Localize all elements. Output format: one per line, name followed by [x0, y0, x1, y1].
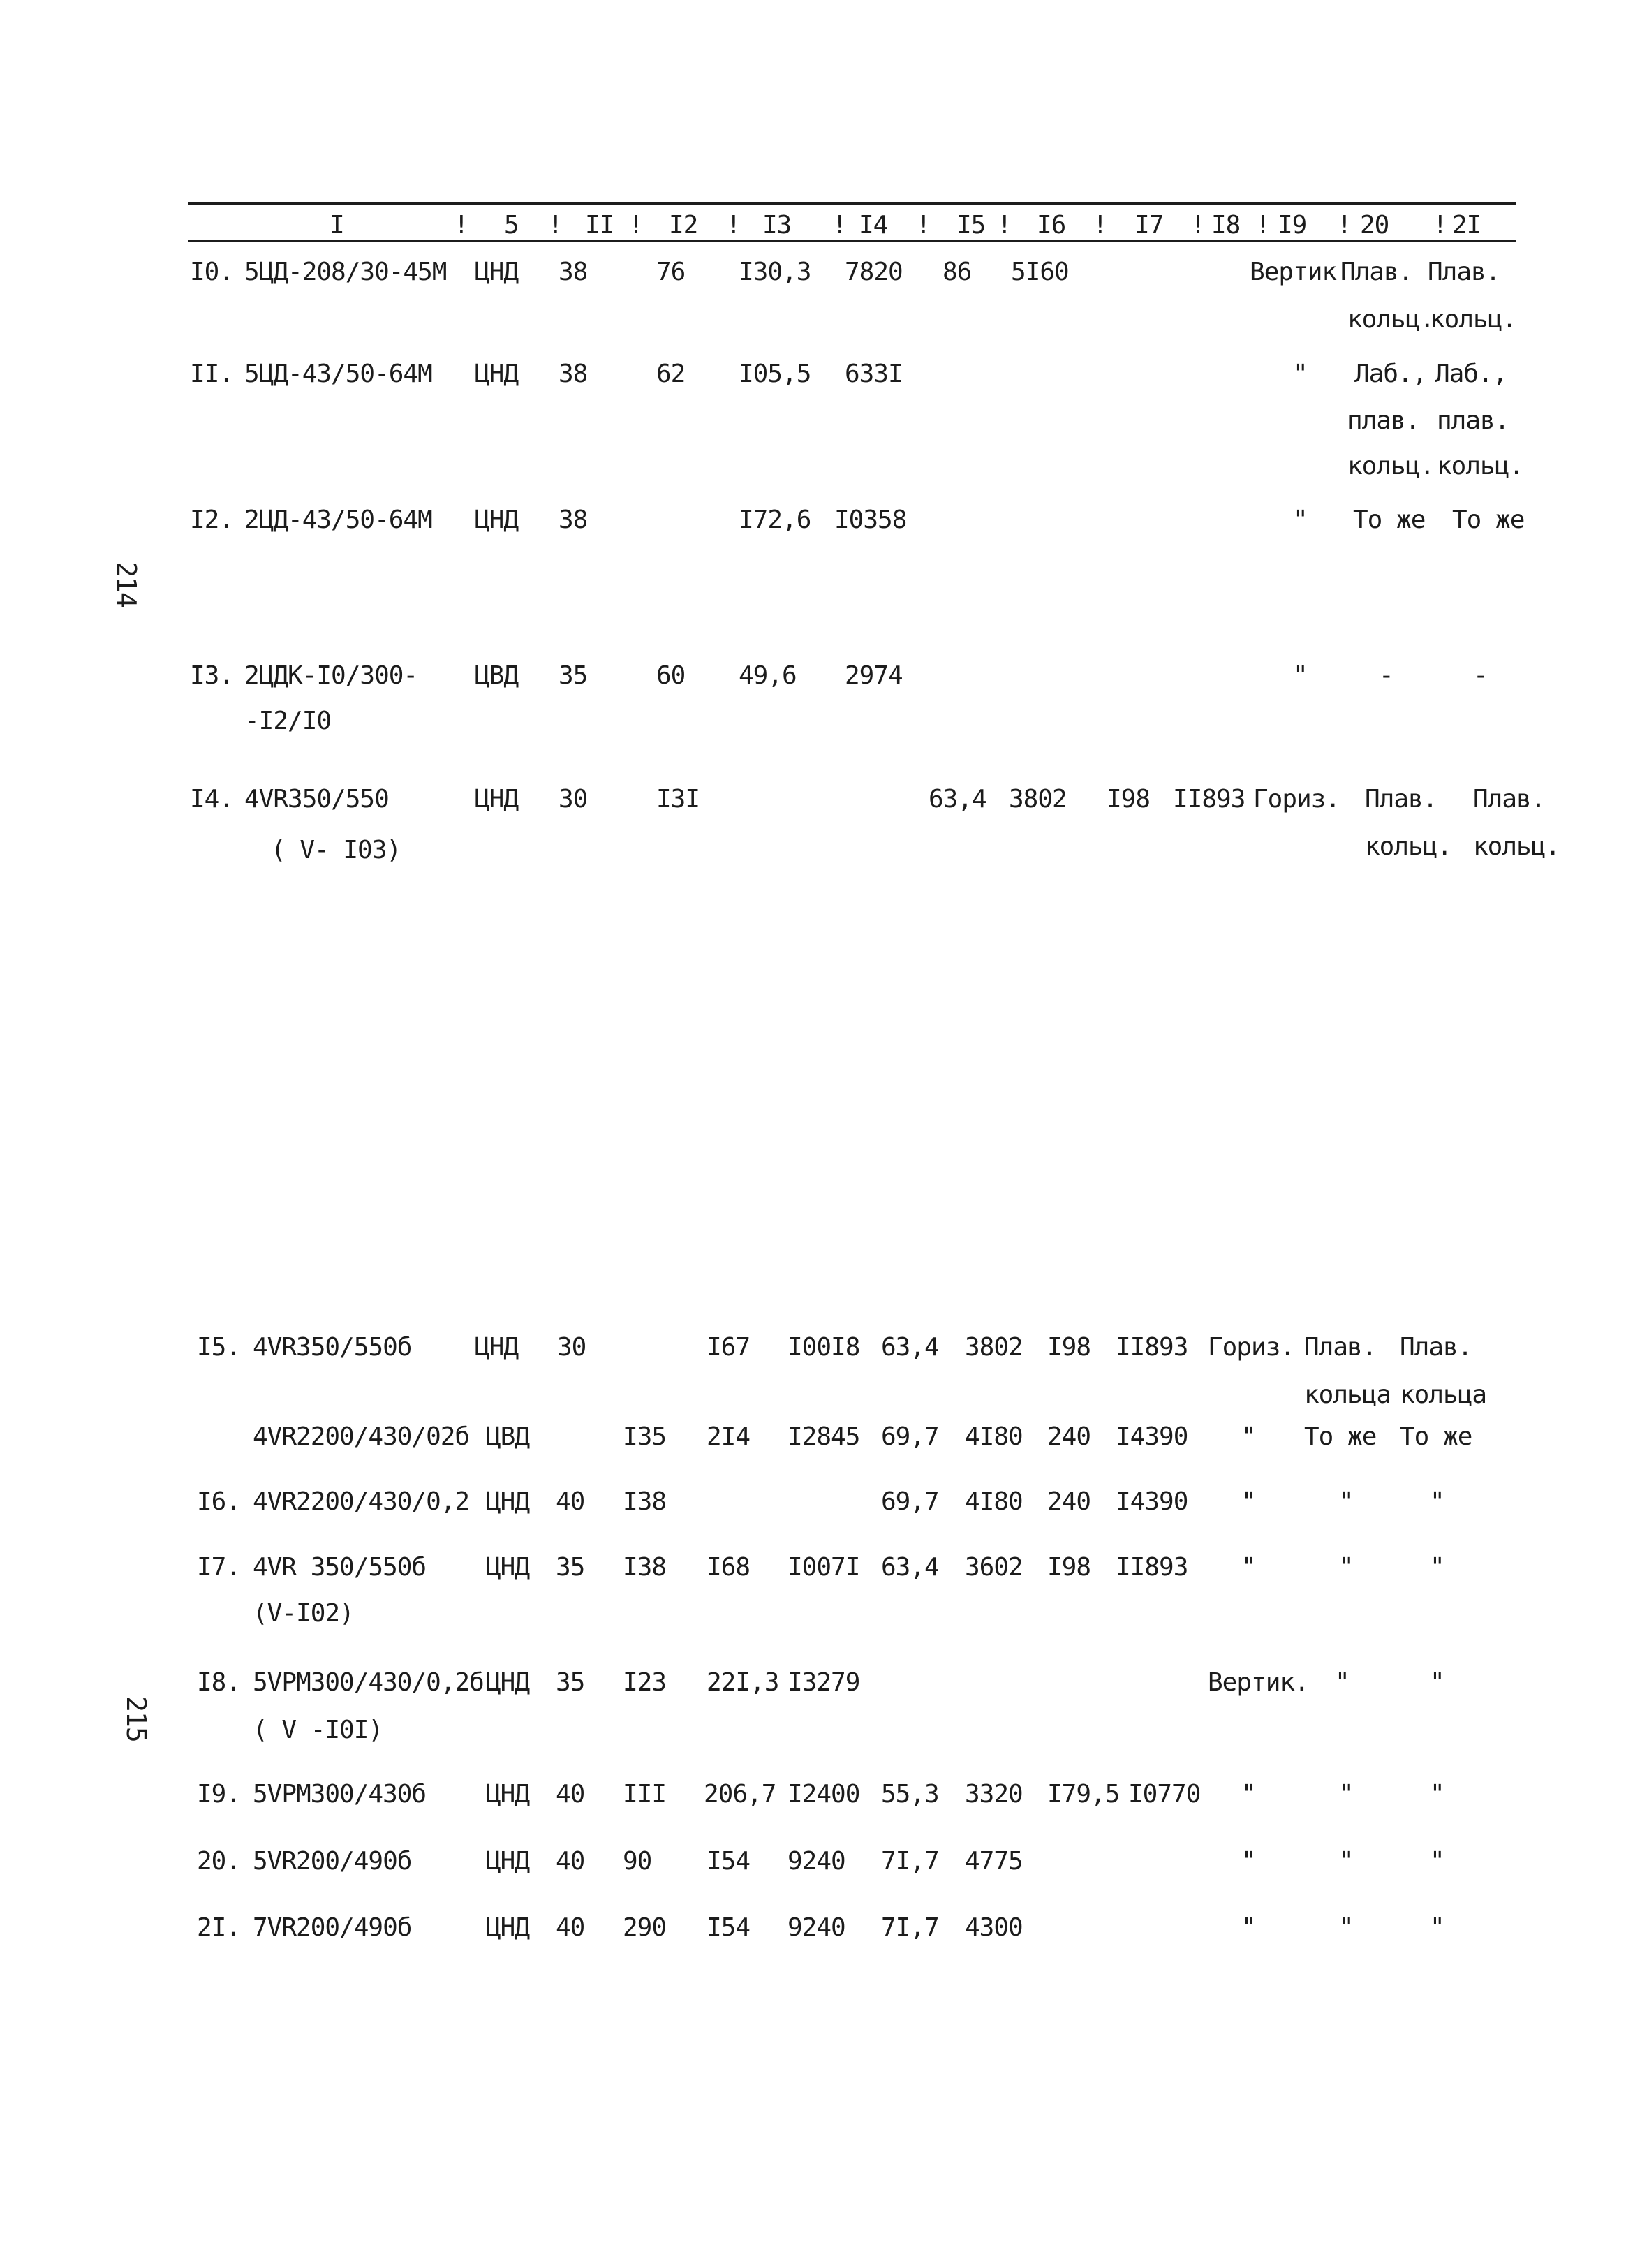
turbine-name: 5VPM300/430б: [253, 1780, 427, 1809]
cell-col-20: ": [1339, 1913, 1354, 1942]
cell-col-19: ": [1293, 661, 1308, 690]
cell-col-20: ": [1339, 1847, 1354, 1876]
turbine-name-line2: ( V -I0I): [253, 1716, 383, 1744]
cell-col-12: 290: [623, 1913, 667, 1942]
cell-col-21: Плав.: [1473, 785, 1546, 813]
cylinder-type: ЦНД: [486, 1913, 530, 1942]
header-col-20: 20: [1360, 211, 1389, 240]
cell-col-11: 40: [556, 1913, 585, 1942]
cell-col-20: ": [1339, 1487, 1354, 1516]
cell-col-18: I4390: [1116, 1422, 1188, 1451]
cell-col-13: I68: [707, 1553, 750, 1582]
row-number: I2.: [190, 506, 234, 534]
cell-col-16: 3602: [965, 1553, 1023, 1582]
turbine-name: 5VPM300/430/0,2б: [253, 1668, 484, 1697]
cell-col-20-line3: кольц.: [1347, 452, 1435, 480]
cell-col-12: 62: [656, 360, 686, 388]
cell-col-16: 3802: [965, 1333, 1023, 1362]
cell-col-20-line2: кольц.: [1365, 832, 1452, 861]
cell-col-14: I2845: [787, 1422, 860, 1451]
header-col-14: I4: [859, 211, 888, 240]
cell-col-21-line3: кольц.: [1437, 452, 1524, 480]
turbine-name: 4VR 350/550б: [253, 1553, 427, 1582]
cell-col-19: ": [1241, 1780, 1256, 1809]
cylinder-type: ЦНД: [486, 1780, 530, 1809]
row-number: I0.: [190, 258, 234, 286]
cell-col-20: То же: [1353, 506, 1426, 534]
cylinder-type: ЦНД: [486, 1487, 530, 1516]
cell-col-20: Плав.: [1340, 258, 1413, 286]
row-number: 2I.: [197, 1913, 241, 1942]
cell-col-13: I30,3: [739, 258, 811, 286]
turbine-name-line2: ( V- I03): [271, 836, 401, 864]
header-col-11: II: [585, 211, 614, 240]
cell-col-21: ": [1430, 1668, 1444, 1697]
header-separator: !: [1433, 211, 1447, 240]
cell-col-11: 40: [556, 1847, 585, 1876]
cell-col-15: 86: [942, 258, 972, 286]
header-separator: !: [1093, 211, 1107, 240]
cell-col-21: Плав.: [1400, 1333, 1472, 1362]
cell-col-21: То же: [1400, 1422, 1472, 1451]
cell-col-12: I38: [623, 1553, 667, 1582]
cell-col-15: 63,4: [929, 785, 986, 813]
page-number-214: 214: [110, 561, 142, 608]
header-separator: !: [548, 211, 563, 240]
cell-col-17: I79,5: [1047, 1780, 1120, 1809]
row-number: I9.: [197, 1780, 241, 1809]
cell-col-21-line2: плав.: [1437, 406, 1509, 435]
cell-col-15: 63,4: [881, 1553, 939, 1582]
cell-col-12: 76: [656, 258, 686, 286]
cell-col-15: 69,7: [881, 1487, 939, 1516]
cell-col-13: 2I4: [707, 1422, 750, 1451]
cell-col-16: 4300: [965, 1913, 1023, 1942]
cell-col-17: I98: [1047, 1333, 1091, 1362]
cell-col-18: II893: [1173, 785, 1245, 813]
cell-col-20: ": [1335, 1668, 1349, 1697]
cell-col-20: Плав.: [1304, 1333, 1377, 1362]
cell-col-13: I67: [707, 1333, 750, 1362]
header-separator: !: [628, 211, 643, 240]
header-col-1: I: [330, 211, 344, 240]
cylinder-type: ЦНД: [486, 1553, 530, 1582]
page-number-215: 215: [120, 1696, 151, 1742]
cell-col-20-line2: кольца: [1304, 1380, 1391, 1409]
cell-col-19: ": [1293, 360, 1308, 388]
turbine-name: 4VR350/550б: [253, 1333, 412, 1362]
header-col-12: I2: [669, 211, 698, 240]
row-number: I4.: [190, 785, 234, 813]
cell-col-13: 49,6: [739, 661, 797, 690]
cell-col-21: ": [1430, 1913, 1444, 1942]
header-col-17: I7: [1134, 211, 1164, 240]
turbine-name: 7VR200/490б: [253, 1913, 412, 1942]
turbine-name-line2: (V-I02): [253, 1599, 354, 1628]
cell-col-19: ": [1241, 1847, 1256, 1876]
cell-col-11: 38: [559, 360, 588, 388]
cell-col-11: 30: [559, 785, 588, 813]
cell-col-21: -: [1473, 661, 1488, 690]
cell-col-13: 22I,3: [707, 1668, 779, 1697]
cell-col-16: 4I80: [965, 1487, 1023, 1516]
turbine-name: 5ЦД-43/50-64М: [244, 360, 432, 388]
cell-col-21: То же: [1452, 506, 1525, 534]
cell-col-19: Вертик.: [1250, 258, 1351, 286]
cell-col-18: I0770: [1128, 1780, 1201, 1809]
cell-col-12: 60: [656, 661, 686, 690]
header-separator: !: [1255, 211, 1270, 240]
cell-col-20-line2: кольц.: [1347, 305, 1435, 334]
cell-col-17: I98: [1107, 785, 1151, 813]
cell-col-21-line2: кольца: [1400, 1380, 1487, 1409]
cell-col-20: Плав.: [1365, 785, 1437, 813]
cell-col-11: 38: [559, 506, 588, 534]
cell-col-11: 35: [556, 1553, 585, 1582]
cell-col-11: 35: [556, 1668, 585, 1697]
row-number: I6.: [197, 1487, 241, 1516]
cell-col-11: 30: [557, 1333, 586, 1362]
cell-col-16: 4I80: [965, 1422, 1023, 1451]
cell-col-11: 40: [556, 1780, 585, 1809]
row-number: I7.: [197, 1553, 241, 1582]
cell-col-19: Гориз.: [1208, 1333, 1295, 1362]
cell-col-17: 240: [1047, 1422, 1091, 1451]
header-col-16: I6: [1037, 211, 1066, 240]
cell-col-20: ": [1339, 1780, 1354, 1809]
row-number: II.: [190, 360, 234, 388]
header-col-5: 5: [504, 211, 519, 240]
cell-col-12: I3I: [656, 785, 700, 813]
row-number: I5.: [197, 1333, 241, 1362]
row-number: 20.: [197, 1847, 241, 1876]
turbine-name: 4VR350/550: [244, 785, 389, 813]
cell-col-15: 69,7: [881, 1422, 939, 1451]
cell-col-21: ": [1430, 1780, 1444, 1809]
cell-col-11: 35: [559, 661, 588, 690]
header-col-19: I9: [1278, 211, 1307, 240]
cell-col-21: ": [1430, 1487, 1444, 1516]
header-separator: !: [1337, 211, 1352, 240]
cell-col-20: ": [1339, 1553, 1354, 1582]
cell-col-16: 3320: [965, 1780, 1023, 1809]
cell-col-20-line2: плав.: [1347, 406, 1420, 435]
header-separator: !: [454, 211, 468, 240]
cell-col-12: 90: [623, 1847, 652, 1876]
cell-col-14: 633I: [845, 360, 903, 388]
header-col-21: 2I: [1452, 211, 1481, 240]
cell-col-19: ": [1241, 1913, 1256, 1942]
cell-col-20: -: [1379, 661, 1393, 690]
header-separator: !: [726, 211, 741, 240]
turbine-name-line2: -I2/I0: [244, 707, 332, 735]
cell-col-12: I23: [623, 1668, 667, 1697]
turbine-name: 5VR200/490б: [253, 1847, 412, 1876]
cell-col-14: 9240: [787, 1847, 845, 1876]
cell-col-13: 206,7: [704, 1780, 776, 1809]
header-separator: !: [832, 211, 847, 240]
header-top-rule: [188, 202, 1516, 205]
turbine-name: 4VR2200/430/0,2: [253, 1487, 470, 1516]
turbine-name: 4VR2200/430/02б: [253, 1422, 470, 1451]
header-col-18: I8: [1211, 211, 1241, 240]
cylinder-type: ЦВД: [475, 661, 519, 690]
cell-col-16: 4775: [965, 1847, 1023, 1876]
cell-col-15: 7I,7: [881, 1913, 939, 1942]
cell-col-18: II893: [1116, 1333, 1188, 1362]
cell-col-13: I72,6: [739, 506, 811, 534]
cell-col-19: ": [1293, 506, 1308, 534]
cell-col-14: 9240: [787, 1913, 845, 1942]
cylinder-type: ЦНД: [486, 1847, 530, 1876]
cell-col-20: То же: [1304, 1422, 1377, 1451]
cell-col-14: I3279: [787, 1668, 860, 1697]
cell-col-14: I0358: [834, 506, 907, 534]
cell-col-20: Лаб.,: [1354, 360, 1427, 388]
cell-col-19: ": [1241, 1553, 1256, 1582]
cylinder-type: ЦНД: [486, 1668, 530, 1697]
header-bottom-rule: [188, 240, 1516, 242]
cell-col-21-line2: кольц.: [1430, 305, 1517, 334]
cell-col-12: III: [623, 1780, 667, 1809]
header-col-15: I5: [956, 211, 986, 240]
row-number: I3.: [190, 661, 234, 690]
header-col-13: I3: [762, 211, 792, 240]
cell-col-13: I05,5: [739, 360, 811, 388]
cell-col-14: I2400: [787, 1780, 860, 1809]
cylinder-type: ЦВД: [486, 1422, 530, 1451]
cell-col-17: 240: [1047, 1487, 1091, 1516]
cell-col-16: 5I60: [1011, 258, 1069, 286]
cell-col-14: I007I: [787, 1553, 860, 1582]
cylinder-type: ЦНД: [475, 360, 519, 388]
cylinder-type: ЦНД: [475, 506, 519, 534]
turbine-name: 2ЦД-43/50-64М: [244, 506, 432, 534]
cell-col-21-line2: кольц.: [1473, 832, 1560, 861]
cell-col-15: 55,3: [881, 1780, 939, 1809]
cell-col-16: 3802: [1009, 785, 1067, 813]
header-separator: !: [1190, 211, 1205, 240]
cell-col-21: Плав.: [1428, 258, 1500, 286]
cell-col-12: I38: [623, 1487, 667, 1516]
cell-col-21: Лаб.,: [1435, 360, 1507, 388]
cell-col-17: I98: [1047, 1553, 1091, 1582]
cell-col-12: I35: [623, 1422, 667, 1451]
cell-col-14: I00I8: [787, 1333, 860, 1362]
cell-col-19: ": [1241, 1422, 1256, 1451]
cell-col-19: ": [1241, 1487, 1256, 1516]
cylinder-type: ЦНД: [475, 785, 519, 813]
turbine-name: 2ЦДК-I0/300-: [244, 661, 418, 690]
cell-col-11: 38: [559, 258, 588, 286]
cell-col-19: Гориз.: [1253, 785, 1340, 813]
header-separator: !: [997, 211, 1012, 240]
cell-col-18: I4390: [1116, 1487, 1188, 1516]
cell-col-11: 40: [556, 1487, 585, 1516]
turbine-name: 5ЦД-208/30-45М: [244, 258, 447, 286]
cell-col-18: II893: [1116, 1553, 1188, 1582]
header-separator: !: [916, 211, 931, 240]
cell-col-15: 63,4: [881, 1333, 939, 1362]
cell-col-15: 7I,7: [881, 1847, 939, 1876]
cell-col-19: Вертик.: [1208, 1668, 1309, 1697]
row-number: I8.: [197, 1668, 241, 1697]
cylinder-type: ЦНД: [475, 1333, 519, 1362]
cell-col-13: I54: [707, 1847, 750, 1876]
cell-col-14: 2974: [845, 661, 903, 690]
cell-col-21: ": [1430, 1847, 1444, 1876]
cell-col-21: ": [1430, 1553, 1444, 1582]
cylinder-type: ЦНД: [475, 258, 519, 286]
cell-col-14: 7820: [845, 258, 903, 286]
cell-col-13: I54: [707, 1913, 750, 1942]
